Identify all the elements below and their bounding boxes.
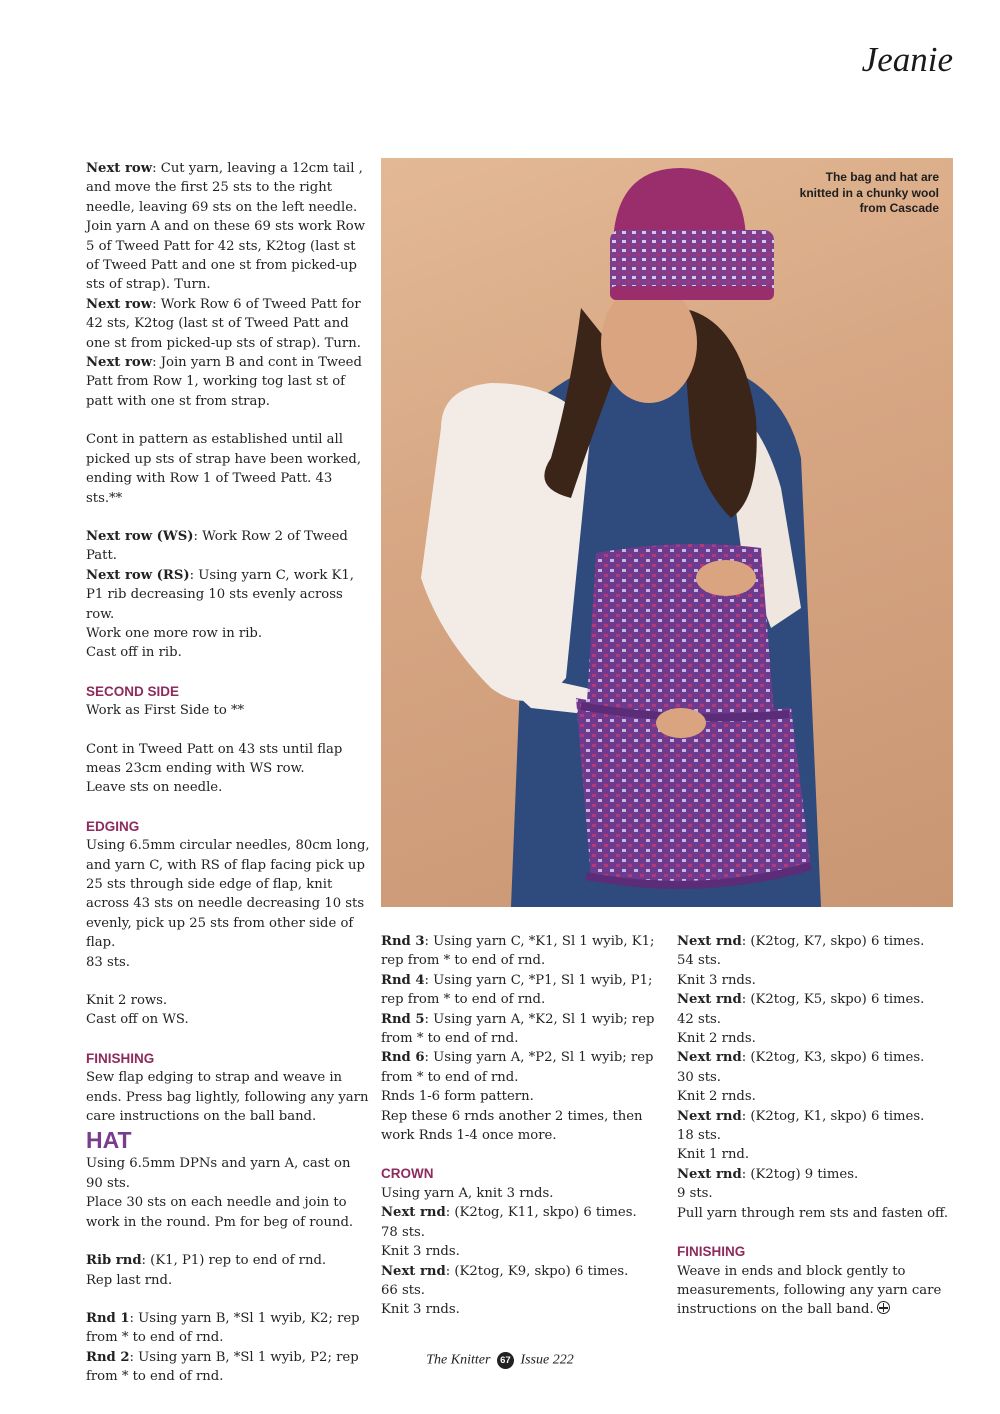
- photo-illustration: [381, 158, 953, 907]
- paragraph: Knit 3 rnds.: [381, 1302, 460, 1318]
- end-mark-icon: [877, 1301, 890, 1314]
- instruction-text: : (K2tog) 9 times.: [741, 1166, 859, 1182]
- instruction-text: Weave in ends and block gently to measurements, following any yarn care instructions on the ball band.: [677, 1263, 942, 1318]
- instruction-text: : Using yarn A, *P2, Sl 1 wyib; rep from * to end of rnd.: [381, 1050, 654, 1085]
- paragraph: Cast off in rib.: [86, 645, 182, 661]
- paragraph: Knit 1 rnd.: [677, 1147, 750, 1163]
- paragraph: [86, 527, 371, 566]
- row-label: Next row: [86, 161, 153, 176]
- instruction-text: : Using yarn B, *Sl 1 wyib, P2; rep from * to end of rnd.: [86, 1349, 359, 1385]
- paragraph: [86, 159, 371, 217]
- paragraph: [677, 1262, 962, 1320]
- face: [601, 283, 697, 403]
- paragraph: Join yarn A and on these 69 sts work Row 5 of Tweed Patt for 42 sts, K2tog (last st of Tweed Patt and one st from picked-up sts of strap). Turn.: [86, 219, 365, 293]
- row-label: Next row (WS): [86, 528, 194, 544]
- paragraph: 78 sts.: [381, 1224, 425, 1240]
- paragraph: Rnds 1-6 form pattern.: [381, 1089, 534, 1105]
- paragraph: [677, 1165, 962, 1184]
- row-label: Next rnd: [677, 1166, 742, 1182]
- paragraph: 18 sts.: [677, 1128, 721, 1144]
- instruction-text: : Using yarn A, *K2, Sl 1 wyib; rep from * to end of rnd.: [381, 1011, 655, 1047]
- paragraph: Using 6.5mm DPNs and yarn A, cast on 90 sts.: [86, 1156, 351, 1191]
- section-heading-hat: HAT: [86, 1127, 132, 1154]
- paragraph: 83 sts.: [86, 954, 130, 970]
- row-label: Rnd 5: [381, 1011, 425, 1027]
- row-label: Next rnd: [677, 992, 742, 1008]
- instruction-text: : (K2tog, K9, skpo) 6 times.: [445, 1263, 629, 1279]
- row-label: Next rnd: [381, 1205, 446, 1221]
- instruction-text: : Using yarn C, work K1, P1 rib decreasing 10 sts evenly across row.: [86, 567, 354, 622]
- row-label: Rnd 2: [86, 1349, 130, 1365]
- paragraph: Knit 2 rnds.: [677, 1031, 756, 1047]
- page-title: Jeanie: [861, 40, 953, 79]
- row-label: Next row (RS): [86, 567, 190, 583]
- model-photo: [381, 158, 953, 907]
- paragraph: [86, 1251, 371, 1270]
- paragraph: Rep last rnd.: [86, 1272, 173, 1288]
- row-label: Rnd 6: [381, 1050, 425, 1066]
- section-heading-second-side: SECOND SIDE: [86, 683, 180, 699]
- row-label: Rnd 3: [381, 934, 425, 949]
- paragraph: [381, 932, 666, 971]
- section-heading-finishing: FINISHING: [677, 1244, 746, 1260]
- instruction-text: : (K1, P1) rep to end of rnd.: [141, 1253, 327, 1269]
- paragraph: [86, 295, 371, 353]
- instruction-text: : (K2tog, K3, skpo) 6 times.: [741, 1050, 925, 1066]
- paragraph: [677, 1107, 962, 1126]
- paragraph: Leave sts on needle.: [86, 780, 223, 796]
- paragraph: Knit 2 rnds.: [677, 1089, 756, 1105]
- paragraph: Cont in Tweed Patt on 43 sts until flap meas 23cm ending with WS row.: [86, 741, 343, 776]
- text-column-3: [677, 932, 962, 1320]
- paragraph: [381, 1010, 666, 1049]
- text-column-2: [381, 932, 666, 1320]
- paragraph: Knit 3 rnds.: [677, 972, 756, 988]
- paragraph: [86, 353, 371, 411]
- paragraph: Cont in pattern as established until all picked up sts of strap have been worked, ending with Row 1 of Tweed Patt. 43 sts.**: [86, 432, 362, 506]
- paragraph: Place 30 sts on each needle and join to work in the round. Pm for beg of round.: [86, 1195, 354, 1230]
- section-heading-finishing: FINISHING: [86, 1050, 155, 1066]
- instruction-text: : Using yarn B, *Sl 1 wyib, K2; rep from * to end of rnd.: [86, 1310, 360, 1346]
- magazine-name: The Knitter: [426, 1352, 491, 1368]
- row-label: Next rnd: [677, 934, 742, 949]
- issue-label: Issue 222: [520, 1352, 574, 1368]
- row-label: Rnd 1: [86, 1310, 130, 1326]
- paragraph: Pull yarn through rem sts and fasten off.: [677, 1205, 949, 1221]
- instruction-text: : (K2tog, K11, skpo) 6 times.: [445, 1205, 637, 1221]
- instruction-text: : Using yarn C, *P1, Sl 1 wyib, P1; rep from * to end of rnd.: [381, 972, 653, 1008]
- paragraph: [86, 566, 371, 624]
- paragraph: Sew flap edging to strap and weave in ends. Press bag lightly, following any yarn care instructions on the ball band.: [86, 1070, 369, 1125]
- paragraph: Knit 2 rows.: [86, 993, 168, 1009]
- paragraph: 9 sts.: [677, 1186, 713, 1202]
- paragraph: [381, 1048, 666, 1087]
- instruction-text: : (K2tog, K7, skpo) 6 times.: [741, 934, 925, 949]
- paragraph: Work as First Side to **: [86, 703, 245, 719]
- text-column-1: [86, 159, 371, 1387]
- instruction-text: : (K2tog, K1, skpo) 6 times.: [741, 1108, 925, 1124]
- paragraph: Cast off on WS.: [86, 1012, 189, 1028]
- page-number-badge: 67: [497, 1352, 514, 1369]
- paragraph: [86, 1309, 371, 1348]
- row-label: Next rnd: [381, 1263, 446, 1279]
- paragraph: [381, 1203, 666, 1222]
- paragraph: 66 sts.: [381, 1282, 425, 1298]
- row-label: Next rnd: [677, 1108, 742, 1124]
- paragraph: [381, 971, 666, 1010]
- paragraph: Knit 3 rnds.: [381, 1244, 460, 1260]
- paragraph: 30 sts.: [677, 1069, 721, 1085]
- instruction-text: : (K2tog, K5, skpo) 6 times.: [741, 992, 925, 1008]
- paragraph: Work one more row in rib.: [86, 625, 263, 641]
- paragraph: 54 sts.: [677, 953, 721, 969]
- paragraph: 42 sts.: [677, 1011, 721, 1027]
- paragraph: [381, 1262, 666, 1281]
- instruction-text: : Work Row 6 of Tweed Patt for 42 sts, K2tog (last st of Tweed Patt and one st from picked-up sts of strap). Turn.: [86, 296, 361, 351]
- instruction-text: : Join yarn B and cont in Tweed Patt from Row 1, working tog last st of patt with one st from strap.: [86, 355, 362, 409]
- paragraph: Rep these 6 rnds another 2 times, then work Rnds 1-4 once more.: [381, 1108, 643, 1144]
- hand: [696, 560, 756, 596]
- paragraph: Using yarn A, knit 3 rnds.: [381, 1185, 554, 1201]
- row-label: Rnd 4: [381, 972, 425, 988]
- row-label: Next row: [86, 296, 153, 312]
- paragraph: [677, 990, 962, 1009]
- paragraph: [677, 1048, 962, 1067]
- row-label: Next rnd: [677, 1050, 742, 1066]
- paragraph: [677, 932, 962, 951]
- paragraph: Using 6.5mm circular needles, 80cm long, and yarn C, with RS of flap facing pick up 25 sts through side edge of flap, knit across 43 sts on needle decreasing 10 sts evenly, pick up 25 sts from other side of flap.: [86, 838, 370, 951]
- section-heading-crown: CROWN: [381, 1166, 434, 1182]
- section-heading-edging: EDGING: [86, 818, 140, 834]
- instruction-text: : Work Row 2 of Tweed Patt.: [86, 528, 348, 564]
- instruction-text: : Cut yarn, leaving a 12cm tail , and move the first 25 sts to the right needle, leaving 69 sts on the left needle.: [86, 161, 363, 215]
- row-label: Next row: [86, 355, 153, 371]
- photo-caption: The bag and hat are knitted in a chunky wool from Cascade: [799, 170, 939, 215]
- instruction-text: : Using yarn C, *K1, Sl 1 wyib, K1; rep from * to end of rnd.: [381, 934, 655, 969]
- row-label: Rib rnd: [86, 1253, 142, 1269]
